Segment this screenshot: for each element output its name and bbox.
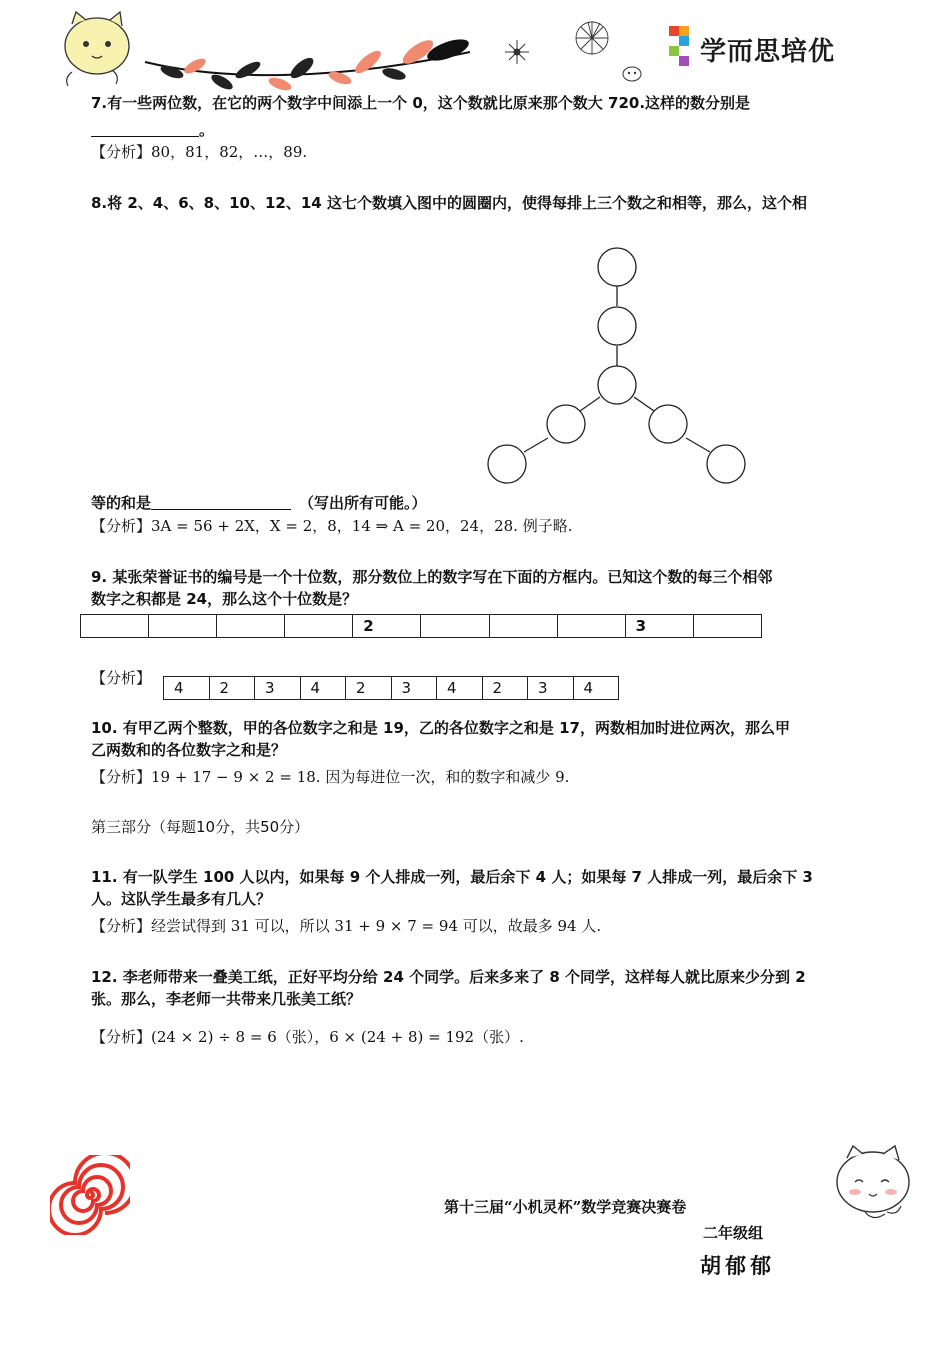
diagram-edge [686, 438, 710, 452]
digit-box: 2 [353, 615, 421, 638]
analysis-9-label: 【分析】 [91, 669, 152, 687]
analysis-12 [91, 1026, 524, 1048]
question-9-text: 9. 某张荣誉证书的编号是一个十位数，那分数位上的数字写在下面的方框内。已知这个数的每三个相邻 [91, 568, 773, 586]
digit-box [693, 615, 761, 638]
analysis-label: 【分析】 [91, 517, 152, 535]
analysis-12-text: (24 × 2) ÷ 8 = 6（张），6 × (24 + 8) = 192（张）. [151, 1028, 524, 1046]
question-11-text2: 人。这队学生最多有几人？ [91, 890, 272, 908]
answer-digit-box: 4 [573, 677, 619, 700]
analysis-label: 【分析】 [91, 1028, 152, 1046]
analysis-11 [91, 915, 601, 937]
digit-box [489, 615, 557, 638]
question-7 [91, 92, 871, 114]
question-8-text2: 等的和是 [91, 494, 152, 512]
diagram-circle-top [598, 248, 636, 286]
answer-digit-box: 3 [528, 677, 574, 700]
question-12-text: 12. 李老师带来一叠美工纸，正好平均分给 24 个同学。后来多来了 8 个同学，这样每人就比原来少分到 2 [91, 968, 806, 986]
circle-diagram [480, 240, 760, 490]
diagram-circle-left-inner [547, 405, 585, 443]
question-9-text2: 数字之积都是 24，那么这个十位数是？ [91, 590, 358, 608]
answer-digit-box: 4 [164, 677, 210, 700]
question-7-tail: 。 [199, 121, 215, 139]
question-10 [91, 717, 881, 761]
analysis-10-text: 19 + 17 − 9 × 2 = 18. 因为每进位一次，和的数字和减少 9. [151, 768, 570, 786]
answer-digit-box: 2 [482, 677, 528, 700]
question-10-text2: 乙两数和的各位数字之和是？ [91, 741, 287, 759]
analysis-8-text: 3A = 56 + 2X，X = 2，8，14 ⇒ A = 20，24，28. 例子略. [151, 517, 573, 535]
digit-box: 3 [625, 615, 693, 638]
dandelion-icon [576, 22, 608, 54]
diagram-circle-left-outer [488, 445, 526, 483]
answer-digit-box: 2 [209, 677, 255, 700]
leaf-vine-decoration [145, 35, 471, 93]
answer-digit-box: 4 [300, 677, 346, 700]
question-12 [91, 966, 881, 1010]
question-7-text: 7.有一些两位数，在它的两个数字中间添上一个 0，这个数就比原来那个数大 720.这样的数分别是 [91, 94, 751, 112]
footer-author: 胡郁郁 [700, 1253, 775, 1278]
diagram-circle-right-outer [707, 445, 745, 483]
cartoon-cat-icon [65, 12, 129, 86]
analysis-10 [91, 766, 569, 788]
answer-digit-box-row [163, 676, 619, 700]
footer-title: 第十三届“小机灵杯”数学竞赛决赛卷 [444, 1198, 687, 1216]
analysis-7-text: 80，81，82，…，89. [151, 143, 308, 161]
question-11 [91, 866, 881, 910]
analysis-label: 【分析】 [91, 143, 152, 161]
analysis-8 [91, 515, 572, 537]
digit-box [285, 615, 353, 638]
answer-digit-box: 2 [346, 677, 392, 700]
answer-digit-box: 3 [255, 677, 301, 700]
section-3-heading: 第三部分（每题10分，共50分） [91, 818, 310, 836]
question-9 [91, 566, 881, 610]
digit-box [217, 615, 285, 638]
diagram-edge [634, 397, 654, 411]
question-8-sum-line [91, 492, 427, 514]
question-10-text: 10. 有甲乙两个整数，甲的各位数字之和是 19，乙的各位数字之和是 17，两数相加时进位两次，那么甲 [91, 719, 790, 737]
question-8-tail: （写出所有可能。） [299, 494, 427, 512]
answer-blank [91, 118, 199, 137]
small-cat-icon [623, 67, 641, 81]
diagram-circle-center [598, 366, 636, 404]
diagram-circle-upper [598, 307, 636, 345]
question-12-text2: 张。那么，李老师一共带来几张美工纸？ [91, 990, 362, 1008]
answer-digit-box: 4 [437, 677, 483, 700]
cartoon-cat-icon [825, 1140, 925, 1240]
question-8 [91, 192, 881, 214]
answer-digit-box: 3 [391, 677, 437, 700]
digit-box [557, 615, 625, 638]
dandelion-icon [505, 40, 529, 64]
question-8-text: 8.将 2、4、6、8、10、12、14 这七个数填入图中的圆圈内，使得每排上三个数之和相等，那么，这个相 [91, 194, 807, 212]
digit-box-row [80, 614, 762, 638]
answer-blank [151, 493, 291, 510]
analysis-11-text: 经尝试得到 31 可以，所以 31 + 9 × 7 = 94 可以，故最多 94 人. [151, 917, 602, 935]
brand-name: 学而思培优 [700, 37, 836, 67]
footer-grade: 二年级组 [703, 1224, 764, 1242]
digit-box [81, 615, 149, 638]
analysis-7 [91, 141, 307, 163]
analysis-label: 【分析】 [91, 768, 152, 786]
spiral-decoration-icon [50, 1155, 130, 1235]
question-7-answer-line [91, 118, 214, 141]
diagram-edge [524, 438, 548, 452]
question-11-text: 11. 有一队学生 100 人以内，如果每 9 个人排成一列，最后余下 4 人；如果每 7 人排成一列，最后余下 3 [91, 868, 813, 886]
digit-box [149, 615, 217, 638]
diagram-circle-right-inner [649, 405, 687, 443]
diagram-edge [580, 397, 600, 411]
digit-box [421, 615, 489, 638]
analysis-label: 【分析】 [91, 917, 152, 935]
brand-logo-icon [669, 26, 689, 66]
